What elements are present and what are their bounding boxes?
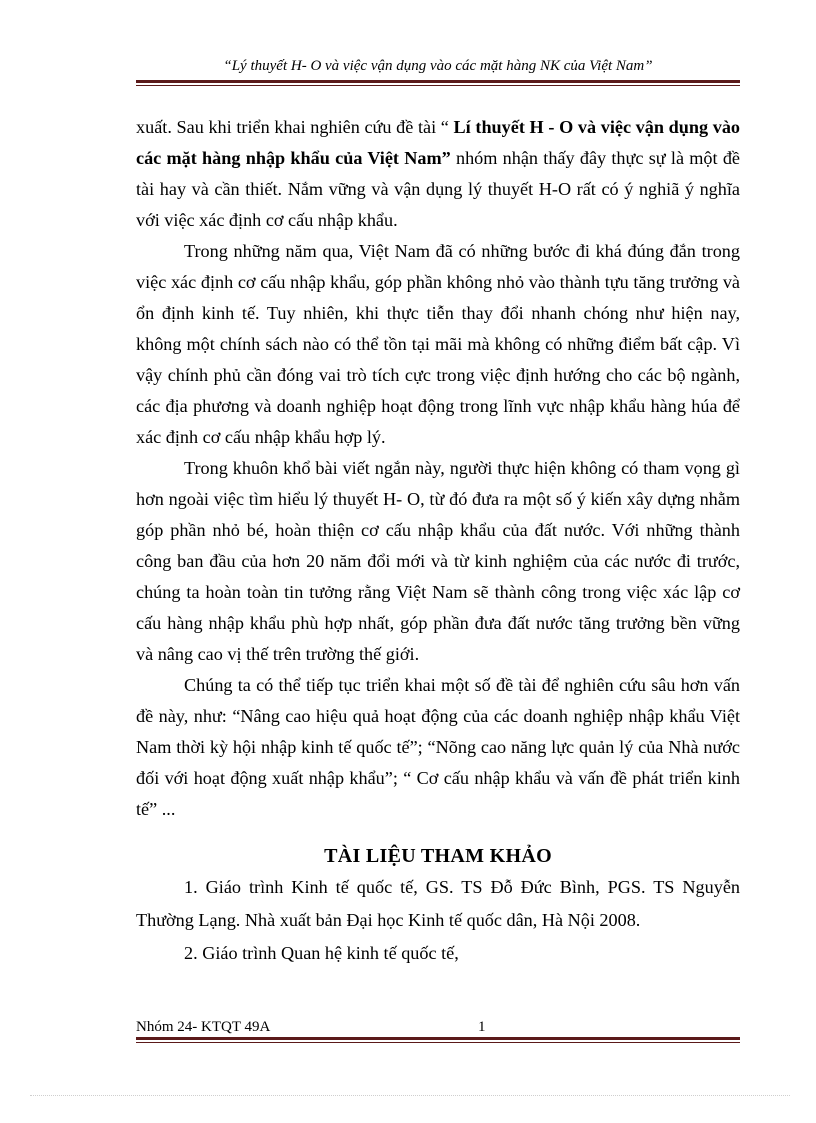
reference-item-2: 2. Giáo trình Quan hệ kinh tế quốc tế, — [184, 943, 459, 963]
page-break-dotted-line — [30, 1095, 790, 1096]
references-heading: TÀI LIỆU THAM KHẢO — [324, 845, 552, 867]
footer-double-rule — [136, 1037, 740, 1043]
paragraph-1: xuất. Sau khi triển khai nghiên cứu đề tài “ Lí thuyết H - O và việc vận dụng vào các mặt hàng nhập khẩu của Việt Nam” nhóm nhận thấy đây thực sự là một đề tài hay và cần thiết. Nắm vững và vận dụng lý thuyết H-O rất có ý nghiã ý nghĩa với việc xác định cơ cấu nhập khẩu. — [136, 117, 741, 230]
references-list — [136, 871, 740, 970]
running-header: “Lý thuyết H- O và việc vận dụng vào các mặt hàng NK của Việt Nam” — [223, 58, 653, 74]
page-number: 1 — [478, 1019, 486, 1035]
thesis-title: Lí thuyết H - O và việc vận dụng vào các mặt hàng nhập khẩu của Việt Nam” — [136, 117, 741, 168]
reference-item-1: 1. Giáo trình Kinh tế quốc tế, GS. TS Đỗ Đức Bình, PGS. TS Nguyễn Thường Lạng. Nhà xuất bản Đại học Kinh tế quốc dân, Hà Nội 2008. — [136, 877, 740, 930]
body-text — [136, 112, 740, 825]
footer-group-label: Nhóm 24- KTQT 49A — [136, 1019, 271, 1035]
paragraph-4: Chúng ta có thể tiếp tục triển khai một số đề tài để nghiên cứu sâu hơn vấn đề này, như: “Nâng cao hiệu quả hoạt động của các doanh nghiệp nhập khẩu Việt Nam thời kỳ hội nhập kinh tế quốc tế”; “Nõng cao năng lực quản lý của Nhà nước đối với hoạt động xuất nhập khẩu”; “ Cơ cấu nhập khẩu và vấn đề phát triển kinh tế” ... — [136, 675, 740, 819]
paragraph-2: Trong những năm qua, Việt Nam đã có những bước đi khá đúng đắn trong việc xác định cơ cấu nhập khẩu, góp phần không nhỏ vào thành tựu tăng trưởng và ổn định kinh tế. Tuy nhiên, khi thực tiễn thay đổi nhanh chóng như hiện nay, không một chính sách nào có thể tồn tại mãi mà không có những điểm bất cập. Vì vậy chính phủ cần đóng vai trò tích cực trong việc định hướng cho các bộ ngành, các địa phương và doanh nghiệp hoạt động trong lĩnh vực nhập khẩu hàng húa để xác định cơ cấu nhập khẩu hợp lý. — [136, 241, 740, 447]
paragraph-3: Trong khuôn khổ bài viết ngắn này, người thực hiện không có tham vọng gì hơn ngoài việc tìm hiểu lý thuyết H- O, từ đó đưa ra một số ý kiến xây dựng nhằm góp phần nhỏ bé, hoàn thiện cơ cấu nhập khẩu của đất nước. Với những thành công ban đầu của hơn 20 năm đổi mới và từ kinh nghiệm của các nước đi trước, chúng ta hoàn toàn tin tưởng rằng Việt Nam sẽ thành công trong việc xác lập cơ cấu hàng nhập khẩu phù hợp nhất, góp phần đưa đất nước tăng trưởng bền vững và nâng cao vị thế trên trường thế giới. — [136, 458, 740, 664]
header-double-rule — [136, 80, 740, 86]
